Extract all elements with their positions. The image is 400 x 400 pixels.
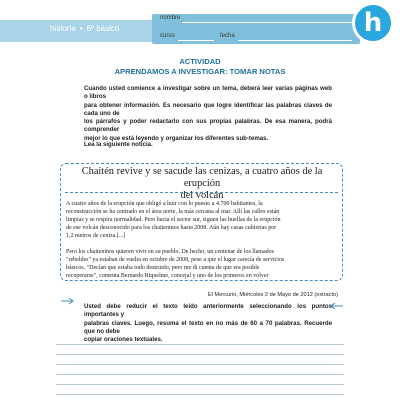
breadcrumb [50, 24, 119, 33]
answer-line[interactable] [56, 384, 344, 385]
answer-line[interactable] [56, 374, 344, 375]
article-line: de ese volcán desconocido para los chaiteninos hasta 2008. Aún hay casas cubiertas por [66, 225, 277, 231]
fecha-field[interactable] [238, 40, 352, 41]
left-arrow-icon [60, 297, 74, 305]
article-title-line: del volcán [180, 190, 224, 201]
article-line: reconstrucción se ha centrado en el área norte, la más cercana al mar. Allí las calles están [66, 209, 280, 215]
article-source: El Mercurio, Miércoles 2 de Mayo de 2012 (extracto) [208, 292, 338, 298]
article-line: recuperarse", comenta Bernardo Riquelme, concejal y uno de los primeros en volver [66, 273, 269, 279]
instruction-line: palabras claves. Luego, resuma el texto en no más de 60 a 70 palabras. Recuerde que no debe [84, 319, 332, 335]
nombre-label: nombre [160, 15, 181, 21]
article-title [64, 166, 340, 202]
article-line: "rebeldes" ya estaban de vuelta en octubre de 2008, pese a que el lugar carecía de servicios [66, 257, 285, 263]
header-top-strip [0, 0, 400, 12]
nombre-field[interactable] [182, 22, 352, 23]
article-paragraph-2 [66, 248, 338, 280]
answer-line[interactable] [56, 344, 344, 345]
activity-title: ACTIVIDAD [179, 57, 221, 66]
article-line: 1,2 metros de ceniza.[...] [66, 233, 126, 239]
article-line: A cuatro años de la erupción que obligó a huir con lo puesto a 4.700 habitantes, la [66, 201, 263, 207]
logo-badge [352, 2, 394, 44]
answer-line[interactable] [56, 354, 344, 355]
subject-label: historia [50, 24, 76, 33]
answer-line[interactable] [56, 394, 344, 395]
article-paragraph-1 [66, 200, 338, 240]
curso-field[interactable] [178, 40, 214, 41]
curso-label: curso [160, 33, 175, 39]
instruction-line: copiar oraciones textuales. [84, 336, 163, 344]
intro-line: mejor lo que está leyendo y organizar los diferentes sub-temas. [84, 134, 269, 142]
answer-line[interactable] [56, 364, 344, 365]
intro-paragraph [84, 85, 332, 143]
instruction-line: Usted debe reducir el texto leído anteriormente seleccionando los puntos importantes y [84, 303, 332, 319]
intro-line: para obtener información. Es necesario que logre identificar las palabras claves de cada uno de [84, 101, 332, 117]
article-line: básicos. "Decían que estaba todo destruido, pero me di cuenta de que era posible [66, 265, 260, 271]
logo-letter: h [363, 8, 383, 38]
intro-line: los párrafos y poder redactarlo con sus propias palabras. De esa manera, podrá comprender [84, 118, 332, 134]
article-title-line: Chaitén revive y se sacude las cenizas, a cuatro años de la erupción [81, 166, 323, 189]
article-line: Pero los chaiteninos quieren vivir en su pueblo. De hecho, un centenar de los llamados [66, 249, 274, 255]
right-arrow-icon [330, 302, 344, 310]
instruction-paragraph [84, 303, 332, 344]
article-line: limpias y se respira normalidad. Pero hacia el sector sur, siguen las huellas de la erupción [66, 217, 281, 223]
intro-line: Cuando usted comience a investigar sobre un tema, deberá leer varias páginas web o libros [84, 85, 332, 101]
worksheet-header [0, 0, 400, 46]
fecha-label: fecha [220, 33, 235, 39]
grade-label: 6º básico [86, 24, 120, 33]
page-title: APRENDAMOS A INVESTIGAR: TOMAR NOTAS [114, 67, 286, 76]
breadcrumb-separator: • [79, 24, 83, 33]
read-prompt: Lea la siguiente noticia. [84, 141, 153, 148]
